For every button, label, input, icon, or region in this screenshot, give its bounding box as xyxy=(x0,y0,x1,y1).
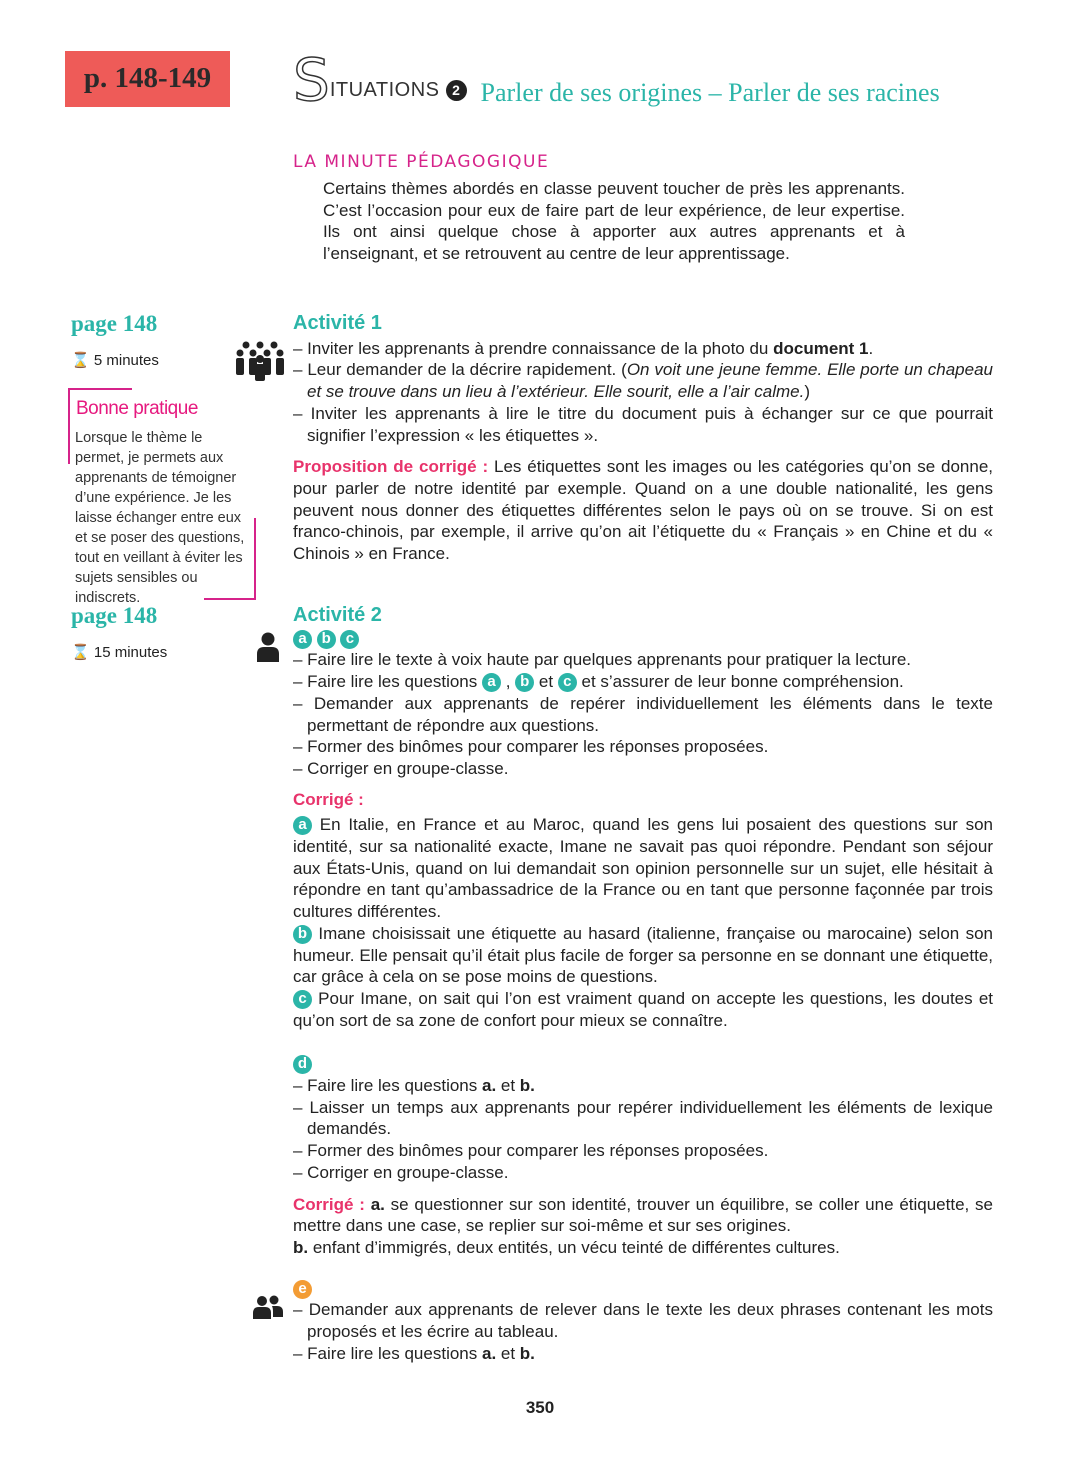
situations-label: ITUATIONS xyxy=(329,79,440,102)
list-item xyxy=(293,649,993,671)
bold-text: a. xyxy=(370,1194,385,1214)
corrige-answers xyxy=(293,814,993,1031)
question-d-steps xyxy=(293,1075,993,1184)
list-item xyxy=(293,1162,993,1184)
corrige-heading: Corrigé : xyxy=(293,789,364,809)
text: se questionner sur son identité, trouver un équilibre, se coller une étiquette, se mettre dans une case, se replier sur soi-même et sur ses origines. xyxy=(293,1194,993,1236)
activity-1 xyxy=(293,313,993,565)
corrige-heading: Proposition de corrigé : xyxy=(293,457,489,477)
bold-text: a. xyxy=(481,1076,497,1096)
duration-text: 5 minutes xyxy=(93,352,159,369)
list-item xyxy=(293,758,993,780)
question-badge-b: b xyxy=(515,673,534,692)
question-badge-a: a xyxy=(293,816,312,835)
list-item xyxy=(293,403,993,446)
situation-number: 2 xyxy=(446,80,467,101)
text: – Faire lire les questions xyxy=(293,1343,482,1363)
text: – Faire lire les questions xyxy=(293,1076,482,1096)
duration xyxy=(71,350,159,372)
minute-text: Certains thèmes abordés en classe peuvent toucher de près les apprenants. C’est l’occasion pour eux de faire part de leur expérience, de leur expertise. Ils ont ainsi quelque chose à apporter aux autres apprenants et à l’enseignant, et se retrouvent au centre de leur apprentissage. xyxy=(323,179,905,264)
text: – Faire lire les questions xyxy=(293,672,482,692)
question-d-corrige xyxy=(293,1194,993,1259)
answer-paragraph xyxy=(293,923,993,988)
text: – Inviter les apprenants à lire le titre du document puis à échanger sur ce que pourrait signifier l’expression « les étiquettes ». xyxy=(293,403,993,445)
text: – Laisser un temps aux apprenants pour repérer individuellement les éléments de lexique demandés. xyxy=(293,1097,993,1139)
bold-text: document 1 xyxy=(773,338,869,358)
question-badge-b: b xyxy=(317,630,336,649)
page-range-badge: p. 148-149 xyxy=(65,51,230,107)
bold-text: a. xyxy=(481,1343,497,1363)
text: et xyxy=(496,1076,520,1096)
text: et s’assurer de leur bonne compréhension. xyxy=(576,672,904,692)
list-item xyxy=(293,1097,993,1140)
answer-paragraph xyxy=(293,1237,993,1259)
question-e-steps xyxy=(293,1299,993,1364)
question-badge-d: d xyxy=(293,1055,312,1074)
bold-text: b. xyxy=(519,1076,535,1096)
proposition-corrige xyxy=(293,456,993,565)
hourglass-icon: ⌛ xyxy=(71,644,90,661)
text: ) xyxy=(804,382,811,402)
sidebar-page-ref: page 148 xyxy=(71,603,158,628)
sidebar-page-ref: page 148 xyxy=(71,311,158,336)
duration-text: 15 minutes xyxy=(93,644,168,661)
question-badges xyxy=(293,628,993,650)
activity-2 xyxy=(293,605,993,1365)
bold-text: b. xyxy=(519,1343,535,1363)
text: et xyxy=(496,1343,520,1363)
text: – Inviter les apprenants à prendre connaissance de la photo du xyxy=(293,338,774,358)
person-icon xyxy=(256,632,280,662)
text: – Corriger en groupe-classe. xyxy=(293,758,509,778)
text: – Corriger en groupe-classe. xyxy=(293,1162,509,1182)
minute-title: LA MINUTE PÉDAGOGIQUE xyxy=(293,152,550,172)
list-item xyxy=(293,1343,993,1365)
question-d-badge xyxy=(293,1053,993,1075)
page-title: Parler de ses origines – Parler de ses racines xyxy=(480,78,940,108)
text: et xyxy=(534,672,558,692)
question-badge-a: a xyxy=(482,673,501,692)
question-badge-c: c xyxy=(558,673,577,692)
text: – Demander aux apprenants de relever dans le texte les deux phrases contenant les mots proposés et les écrire au tableau. xyxy=(293,1300,993,1342)
list-item xyxy=(293,671,993,693)
text: , xyxy=(500,672,516,692)
bonne-pratique-box xyxy=(68,388,256,606)
text: – Demander aux apprenants de repérer individuellement les éléments dans le texte permettant de répondre aux questions. xyxy=(293,693,993,735)
text: Imane choisissait une étiquette au hasard (italienne, française ou marocaine) selon son humeur. Elle pensait qu’il était plus facile de forger sa personne en se donnant une étiquette, car grâce à cela on se pose moins de questions. xyxy=(293,923,993,987)
page-number: 350 xyxy=(525,1398,555,1417)
page-header xyxy=(293,46,940,114)
text: Pour Imane, on sait qui l’on est vraiment quand on accepte les questions, les doutes et qu’on sort de sa zone de confort pour mieux se connaître. xyxy=(293,988,993,1030)
question-e-badge xyxy=(293,1278,993,1300)
text: En Italie, en France et au Maroc, quand les gens lui posaient des questions sur son identité, sur sa nationalité exacte, Imane ne savait pas quoi répondre. Pendant son séjour aux États-Unis, quand on lui demandait son opinion personnelle sur un sujet, elle hésitait à répondre en tant qu’ambassadrice de la France ou en tant que personne façonnée par trois cultures différentes. xyxy=(293,815,993,922)
text: Les étiquettes sont les images ou les catégories qu’on se donne, pour parler de notre identité par exemple. Quand on a une double nationalité, les gens peuvent nous donner des étiquettes différentes selon le pays où on se trouve. Si on est franco-chinois, par exemple, il arrive qu’on ait l’étiquette du « Français » en Chine et du « Chinois » en France. xyxy=(293,457,993,564)
text: enfant d’immigrés, deux entités, un vécu teinté de différentes cultures. xyxy=(308,1237,840,1257)
bold-text: b. xyxy=(293,1237,309,1257)
list-item xyxy=(293,359,993,402)
duration xyxy=(71,642,167,664)
question-badge-c: c xyxy=(340,630,359,649)
question-badge-e: e xyxy=(293,1280,312,1299)
question-badge-b: b xyxy=(293,925,312,944)
text: – Former des binômes pour comparer les réponses proposées. xyxy=(293,1141,769,1161)
question-badge-a: a xyxy=(293,630,312,649)
list-item xyxy=(293,693,993,736)
answer-paragraph xyxy=(293,1194,993,1237)
corrige-heading: Corrigé : xyxy=(293,1194,365,1214)
activity-2-steps xyxy=(293,649,993,779)
text: . xyxy=(868,338,874,358)
list-item xyxy=(293,1299,993,1342)
text: – Faire lire le texte à voix haute par quelques apprenants pour pratiquer la lecture. xyxy=(293,650,912,670)
activity-title: Activité 2 xyxy=(293,604,382,626)
italic-text: On voit une jeune femme. Elle porte un chapeau et se trouve dans un lieu à l’extérieur. Elle sourit, elle a l’air calme. xyxy=(307,360,993,402)
list-item xyxy=(293,338,993,360)
answer-paragraph xyxy=(293,814,993,923)
list-item xyxy=(293,736,993,758)
question-badge-c: c xyxy=(293,990,312,1009)
bonne-pratique-title: Bonne pratique xyxy=(76,398,198,419)
activity-title: Activité 1 xyxy=(293,312,382,334)
text: – Former des binômes pour comparer les réponses proposées. xyxy=(293,737,769,757)
answer-paragraph xyxy=(293,988,993,1031)
situations-initial: S xyxy=(293,46,330,114)
list-item xyxy=(293,1140,993,1162)
list-item xyxy=(293,1075,993,1097)
group-icon xyxy=(236,341,284,381)
corrige-label xyxy=(293,789,993,811)
hourglass-icon: ⌛ xyxy=(71,352,90,369)
activity-1-steps xyxy=(293,338,993,447)
text: – Leur demander de la décrire rapidement. ( xyxy=(293,360,627,380)
bonne-pratique-text: Lorsque le thème le permet, je permets aux apprenants de témoigner d’une expérience. Je les laisse échanger entre eux et se poser des questions, tout en veillant à éviter les sujets sensibles ou indiscrets. xyxy=(75,430,245,606)
pair-icon xyxy=(253,1295,283,1319)
